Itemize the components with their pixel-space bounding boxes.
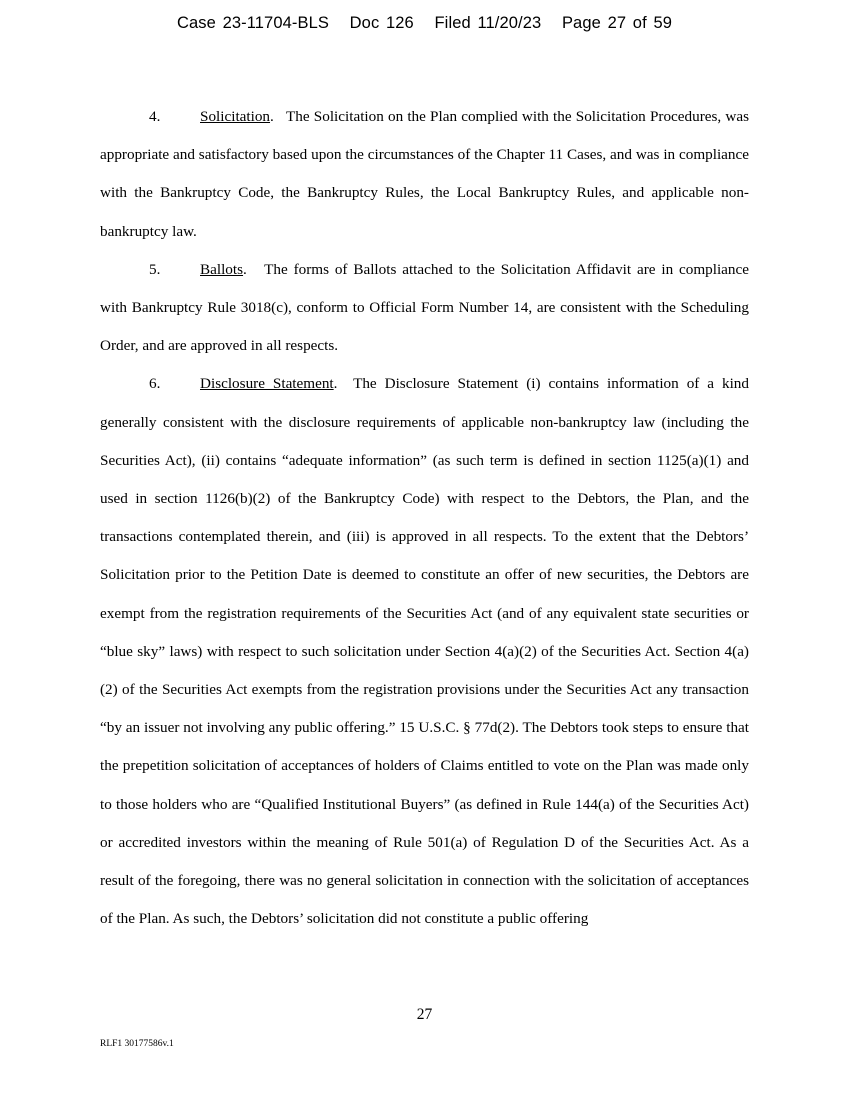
- doc-number: Doc 126: [349, 14, 414, 32]
- page-number: 27: [416, 1006, 433, 1023]
- court-filing-header: [0, 14, 849, 33]
- paragraph-6: 6. Disclosure Statement. The Disclosure Statement (i) contains information of a kind generally consistent with the disclosure requirements of applicable non-bankruptcy law (including the Securities Act), (ii) contains “adequate information” (as such term is defined in section 1125(a)(1) and used in section 1126(b)(2) of the Bankruptcy Code) with respect to the Debtors, the Plan, and the transactions contemplated therein, and (iii) is approved in all respects. To the extent that the Debtors’ Solicitation prior to the Petition Date is deemed to constitute an offer of new securities, the Debtors are exempt from the registration requirements of the Securities Act (and of any equivalent state securities or “blue sky” laws) with respect to such solicitation under Section 4(a)(2) of the Securities Act. Section 4(a)(2) of the Securities Act exempts from the registration provisions under the Securities Act any transaction “by an issuer not involving any public offering.” 15 U.S.C. § 77d(2). The Debtors took steps to ensure that the prepetition solicitation of acceptances of holders of Claims entitled to vote on the Plan was made only to those holders who are “Qualified Institutional Buyers” (as defined in Rule 144(a) of the Securities Act) or accredited investors within the meaning of Rule 501(a) of Regulation D of the Securities Act. As a result of the foregoing, there was no general solicitation in connection with the solicitation of acceptances of the Plan. As such, the Debtors’ solicitation did not constitute a public offering: [100, 365, 749, 938]
- document-id-footer: RLF1 30177586v.1: [100, 1039, 174, 1049]
- paragraph-number: 5.: [149, 260, 161, 278]
- filed-date: Filed 11/20/23: [434, 14, 542, 32]
- paragraph-title: Disclosure Statement: [200, 375, 334, 393]
- paragraph-text: The Solicitation on the Plan complied with the Solicitation Procedures, was appropriate and satisfactory based upon the circumstances of the Chapter 11 Cases, and was in compliance with the Bankruptcy Code, the Bankruptcy Rules, the Local Bankruptcy Rules, and applicable non-bankruptcy law.: [100, 108, 749, 240]
- paragraph-number: 4.: [149, 108, 161, 125]
- paragraph-number: 6.: [149, 375, 161, 393]
- paragraph-4: 4. Solicitation. The Solicitation on the Plan complied with the Solicitation Procedures, was appropriate and satisfactory based upon the circumstances of the Chapter 11 Cases, and was in compliance with the Bankruptcy Code, the Bankruptcy Rules, the Local Bankruptcy Rules, and applicable non-bankruptcy law.: [100, 98, 749, 251]
- paragraph-title: Solicitation: [200, 108, 271, 125]
- paragraph-5: 5. Ballots. The forms of Ballots attached to the Solicitation Affidavit are in compliance with Bankruptcy Rule 3018(c), conform to Official Form Number 14, are consistent with the Scheduling Order, and are approved in all respects.: [100, 251, 749, 366]
- paragraph-title: Ballots: [200, 260, 244, 278]
- document-body: [100, 98, 749, 938]
- paragraph-text: The Disclosure Statement (i) contains information of a kind generally consistent with the disclosure requirements of applicable non-bankruptcy law (including the Securities Act), (ii) contains “adequate information” (as such term is defined in section 1125(a)(1) and used in section 1126(b)(2) of the Bankruptcy Code) with respect to the Debtors, the Plan, and the transactions contemplated therein, and (iii) is approved in all respects. To the extent that the Debtors’ Solicitation prior to the Petition Date is deemed to constitute an offer of new securities, the Debtors are exempt from the registration requirements of the Securities Act (and of any equivalent state securities or “blue sky” laws) with respect to such solicitation under Section 4(a)(2) of the Securities Act. Section 4(a)(2) of the Securities Act exempts from the registration provisions under the Securities Act any transaction “by an issuer not involving any public offering.” 15 U.S.C. § 77d(2). The Debtors took steps to ensure that the prepetition solicitation of acceptances of holders of Claims entitled to vote on the Plan was made only to those holders who are “Qualified Institutional Buyers” (as defined in Rule 144(a) of the Securities Act) or accredited investors within the meaning of Rule 501(a) of Regulation D of the Securities Act. As a result of the foregoing, there was no general solicitation in connection with the solicitation of acceptances of the Plan. As such, the Debtors’ solicitation did not constitute a public offering: [100, 375, 749, 928]
- case-number: Case 23-11704-BLS: [176, 14, 329, 32]
- paragraph-text: The forms of Ballots attached to the Solicitation Affidavit are in compliance with Bankruptcy Rule 3018(c), conform to Official Form Number 14, are consistent with the Scheduling Order, and are approved in all respects.: [100, 260, 750, 355]
- page-of-total: Page 27 of 59: [561, 14, 673, 32]
